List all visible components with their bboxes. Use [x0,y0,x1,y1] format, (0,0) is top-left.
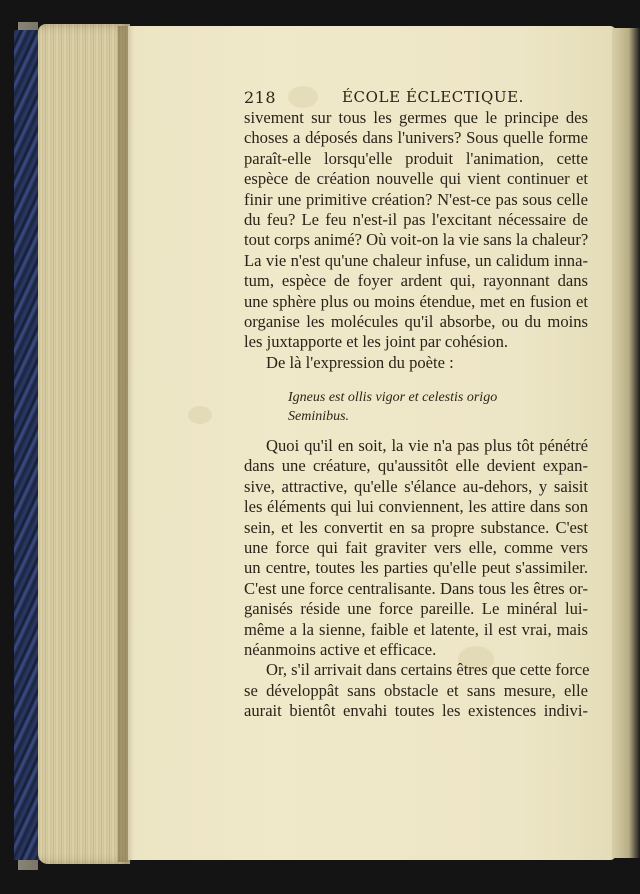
text-line: Quoi qu'il en soit, la vie n'a pas plus tôt pénétré [266,436,588,455]
text-line: sivement sur tous les germes que le principe des [244,108,588,127]
text-line: finir une primitive création? N'est-ce pas sous celle [244,189,588,209]
text-line: se développât sans obstacle et sans mesure, elle [244,680,588,700]
text-line: même a la sienne, faible et latente, il est vrai, mais [244,619,588,639]
text-line: dans une créature, qu'aussitôt elle devient expan- [244,456,588,476]
text-line: néanmoins active et efficace. [244,639,437,659]
foxing-spot [188,406,212,424]
text-line: tout corps animé? Où voit-on la vie sans la chaleur? [244,230,589,250]
text-line: La vie n'est qu'une chaleur infuse, un calidum inna- [244,250,588,270]
text-line: un centre, toutes les parties qu'elle peut s'assimiler. [244,558,588,578]
text-line: une sphère plus ou moins étendue, met en fusion et [244,291,588,311]
text-line: Or, s'il arrivait dans certains êtres que cette force [266,660,590,680]
page-header [244,86,584,110]
text-line: tum, espèce de foyer ardent qui, rayonnant dans [244,271,588,291]
text-line: les juxtapporte et les joint par cohésion. [244,332,509,352]
text-line: aurait bientôt envahi toutes les existences indivi- [244,701,588,721]
paragraph-2 [244,436,588,721]
text-line: paraît-elle lorsqu'elle produit l'animation, cette [244,148,588,168]
quote-line: Seminibus. [288,409,350,424]
text-line: choses a déposés dans l'univers? Sous quelle forme [244,128,588,148]
text-line: C'est une force centralisante. Dans tous les êtres or- [244,578,588,598]
text-line: sive, attractive, qu'elle s'élance au-dehors, y saisit [244,476,588,496]
page-number: 218 [244,88,277,107]
text-line: les éléments qui lui conviennent, les attire dans son [244,497,588,517]
text-line: ganisés réside une force pareille. Le minéral lui- [244,599,588,619]
right-page-edge [612,28,640,858]
text-line: espèce de création nouvelle qui vient continuer et [244,169,588,189]
gutter-shadow [118,26,134,862]
poetry-quote [288,388,548,426]
paragraph-1 [244,108,588,373]
intro-line: De là l'expression du poète : [266,352,454,372]
text-line: du feu? Le feu n'est-il pas l'excitant nécessaire de [244,209,588,229]
page-stack [38,24,130,864]
text-line: organise les molécules qu'il absorbe, ou du moins [244,311,588,331]
text-line: une force qui fait graviter vers elle, comme vers [244,537,588,557]
text-line: sein, et les convertit en sa propre substance. C'est [244,517,588,537]
running-head: ÉCOLE ÉCLECTIQUE. [342,88,525,106]
quote-line: Igneus est ollis vigor et celestis origo [288,390,498,405]
